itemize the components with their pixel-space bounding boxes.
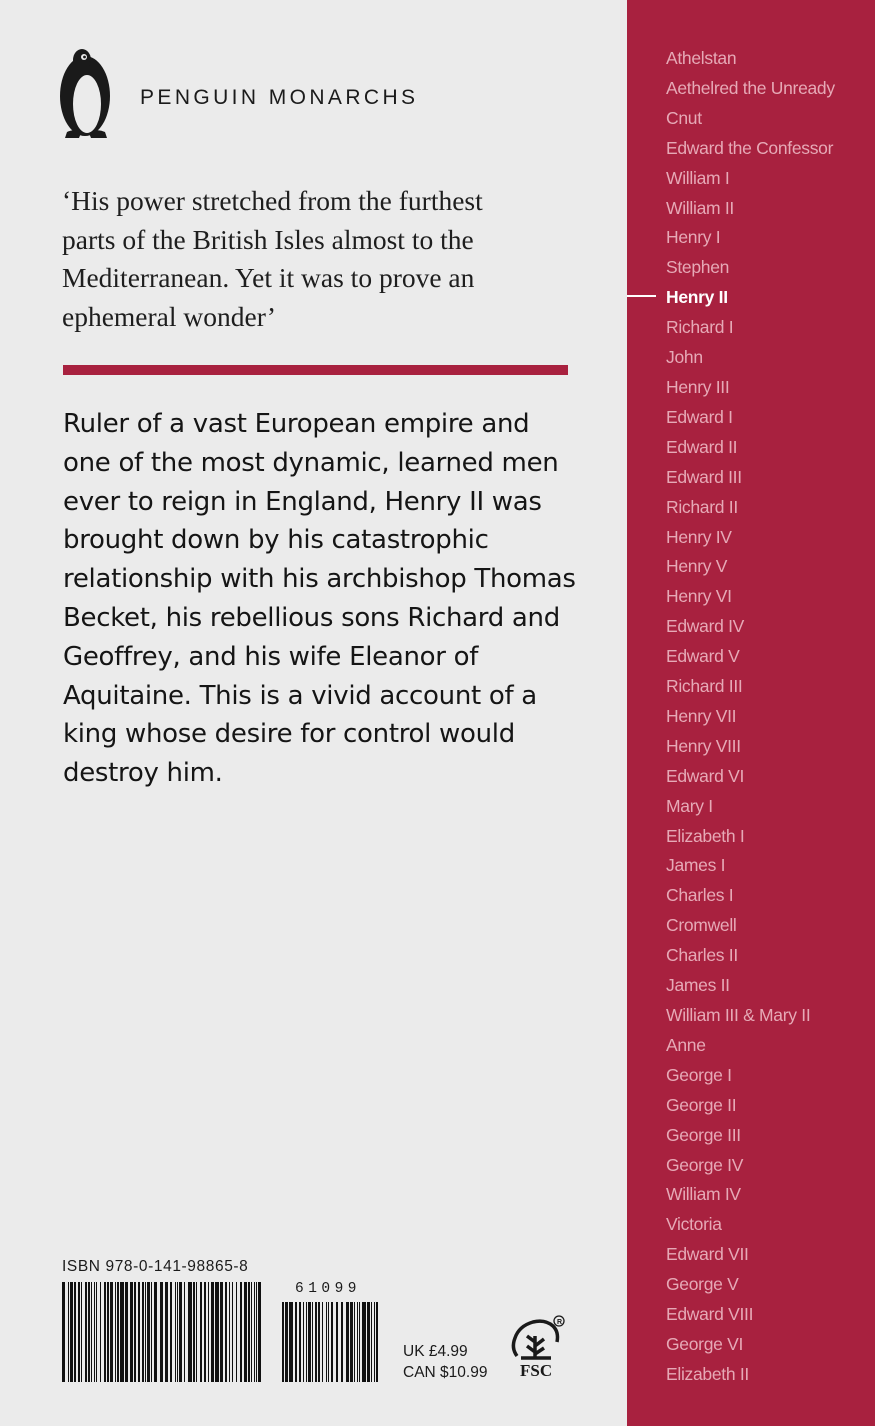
svg-text:R: R <box>557 1319 563 1326</box>
monarch-list-item: George II <box>666 1094 737 1115</box>
barcode-bar <box>367 1302 370 1382</box>
monarchs-list <box>666 44 835 1390</box>
barcode-bar <box>350 1302 353 1382</box>
barcode-bar <box>117 1282 119 1382</box>
current-monarch-marker <box>627 295 656 297</box>
blurb-line: one of the most dynamic, learned men <box>63 447 559 478</box>
monarch-list-item: Victoria <box>666 1214 722 1235</box>
barcode-bar <box>104 1282 106 1382</box>
barcode-bar <box>308 1302 311 1382</box>
monarch-list-item: Edward VIII <box>666 1304 754 1325</box>
barcode-bar <box>78 1282 80 1382</box>
monarch-list-item: Cromwell <box>666 915 737 936</box>
monarch-list-item: Henry V <box>666 556 728 577</box>
monarch-list-item: Henry III <box>666 376 730 397</box>
monarch-list-item: Edward II <box>666 436 738 457</box>
barcode-bar <box>220 1282 223 1382</box>
divider-rule <box>63 365 568 375</box>
penguin-logo-icon <box>57 44 113 142</box>
blurb-line: Geoffrey, and his wife Eleanor of <box>63 641 479 672</box>
barcode-bar <box>188 1282 192 1382</box>
monarch-list-item: Athelstan <box>666 48 737 68</box>
barcode-bar <box>81 1282 82 1382</box>
barcode-bar <box>74 1282 76 1382</box>
monarch-list-item: George I <box>666 1064 732 1085</box>
monarch-list-item: Charles II <box>666 945 738 966</box>
monarch-list-item: Henry II <box>666 287 728 308</box>
fsc-logo-icon <box>507 1312 567 1382</box>
quote-line: ‘His power stretched from the furthest <box>62 185 483 216</box>
barcode-bar <box>346 1302 349 1382</box>
barcode-bar <box>306 1302 307 1382</box>
barcode-bar <box>96 1282 97 1382</box>
barcode-bar <box>211 1282 214 1382</box>
barcode-bar <box>196 1282 197 1382</box>
blurb-line: destroy him. <box>63 758 223 789</box>
monarch-list-item: Edward V <box>666 646 740 667</box>
blurb-line: king whose desire for control would <box>63 719 515 750</box>
barcode-bar <box>229 1282 230 1382</box>
barcode-bar <box>151 1282 152 1382</box>
barcode-bar <box>142 1282 144 1382</box>
barcode-bar <box>303 1302 304 1382</box>
barcode-bar <box>68 1282 69 1382</box>
barcode-bar <box>322 1302 323 1382</box>
monarch-list-item: Richard II <box>666 496 738 517</box>
barcode-bar <box>225 1282 227 1382</box>
monarch-list-item: Charles I <box>666 885 734 906</box>
pull-quote <box>62 182 582 336</box>
barcode-bar <box>110 1282 113 1382</box>
monarch-list-item: William I <box>666 167 730 188</box>
barcode-bar <box>170 1282 172 1382</box>
barcode-bar <box>341 1302 343 1382</box>
barcode-bar <box>85 1282 87 1382</box>
barcode-bar <box>357 1302 358 1382</box>
fsc-label: FSC <box>520 1361 553 1380</box>
monarch-list-item: Cnut <box>666 107 702 128</box>
monarch-list-item: George III <box>666 1124 741 1145</box>
barcode-bar <box>175 1282 176 1382</box>
barcode-bar <box>120 1282 124 1382</box>
blurb-line: Ruler of a vast European empire and <box>63 409 530 439</box>
barcode-bar <box>115 1282 116 1382</box>
barcode-bar <box>336 1302 338 1382</box>
barcode-bar <box>318 1302 320 1382</box>
barcode-bar <box>256 1282 257 1382</box>
barcode-bar <box>232 1282 233 1382</box>
barcode-bar <box>88 1282 90 1382</box>
barcode-bar <box>244 1282 247 1382</box>
barcode-bar <box>134 1282 136 1382</box>
barcode-bar <box>331 1302 333 1382</box>
barcode-bar <box>215 1282 219 1382</box>
barcode-bar <box>299 1302 301 1382</box>
series-title: PENGUIN MONARCHS <box>140 86 419 109</box>
barcode-bar <box>282 1302 284 1382</box>
barcode-bar <box>193 1282 195 1382</box>
barcode-bar <box>125 1282 128 1382</box>
barcode-bar <box>138 1282 140 1382</box>
monarch-list-item: Henry VIII <box>666 735 741 756</box>
monarch-list-item: George IV <box>666 1154 744 1175</box>
monarch-list-item: Henry VI <box>666 586 732 607</box>
blurb-line: brought down by his catastrophic <box>63 525 489 556</box>
barcode-bar <box>326 1302 327 1382</box>
barcode-bar <box>179 1282 182 1382</box>
barcode-bar <box>371 1302 372 1382</box>
barcode-bar <box>130 1282 133 1382</box>
monarch-list-item: Mary I <box>666 795 713 816</box>
barcode-bar <box>254 1282 255 1382</box>
barcode-bar <box>70 1282 73 1382</box>
barcode-bar <box>354 1302 355 1382</box>
monarch-list-item: Stephen <box>666 257 730 278</box>
monarch-list-item: Edward III <box>666 466 742 487</box>
monarch-list-item: William IV <box>666 1184 741 1205</box>
barcode-bar <box>359 1302 360 1382</box>
price-can: CAN $10.99 <box>403 1364 488 1381</box>
barcode-bar <box>362 1302 366 1382</box>
blurb-text <box>63 405 603 793</box>
barcode-bar <box>328 1302 329 1382</box>
barcode-bar <box>240 1282 242 1382</box>
blurb-line: relationship with his archbishop Thomas <box>63 564 576 595</box>
monarch-list-item: George VI <box>666 1333 744 1354</box>
monarch-list-item: George V <box>666 1274 739 1295</box>
barcode-bar <box>107 1282 109 1382</box>
monarch-list-item: Edward IV <box>666 616 745 637</box>
barcode-addon-image <box>282 1302 380 1382</box>
monarch-list-item: Edward the Confessor <box>666 137 834 158</box>
blurb-line: Aquitaine. This is a vivid account of a <box>63 680 537 711</box>
monarch-list-item: Henry IV <box>666 526 732 547</box>
barcode-bar <box>315 1302 317 1382</box>
barcode-bar <box>177 1282 178 1382</box>
quote-line: Mediterranean. Yet it was to prove an <box>62 262 475 293</box>
monarch-list-item: Richard III <box>666 676 743 697</box>
monarch-list-item: Henry I <box>666 227 721 248</box>
barcode-bar <box>289 1302 293 1382</box>
monarch-list-item: Edward VI <box>666 765 745 786</box>
barcode-bar <box>248 1282 250 1382</box>
barcode-bar <box>251 1282 252 1382</box>
blurb-line: Becket, his rebellious sons Richard and <box>63 602 560 633</box>
barcode-bar <box>376 1302 378 1382</box>
barcode-bar <box>147 1282 150 1382</box>
monarch-list-item: Anne <box>666 1034 706 1055</box>
price-block <box>403 1341 487 1383</box>
price-uk: UK £4.99 <box>403 1343 468 1360</box>
monarch-list-item: Edward I <box>666 406 733 427</box>
quote-line: parts of the British Isles almost to the <box>62 223 474 255</box>
barcode-bar <box>94 1282 95 1382</box>
monarch-list-item: Richard I <box>666 317 734 338</box>
barcode-bar <box>154 1282 157 1382</box>
barcode-bar <box>285 1302 288 1382</box>
barcode-bar <box>236 1282 237 1382</box>
quote-line: ephemeral wonder’ <box>62 300 277 332</box>
barcode-bar <box>100 1282 101 1382</box>
barcode-bar <box>208 1282 209 1382</box>
monarch-list-item: Edward VII <box>666 1244 749 1265</box>
monarch-list-item: Henry VII <box>666 705 737 726</box>
monarch-list-item: Aethelred the Unready <box>666 77 835 98</box>
barcode-bar <box>145 1282 146 1382</box>
monarch-list-item: Elizabeth I <box>666 825 745 846</box>
monarch-list-item: William III & Mary II <box>666 1005 811 1025</box>
barcode-bar <box>204 1282 206 1382</box>
barcode-bar <box>184 1282 185 1382</box>
barcode-bar <box>374 1302 375 1382</box>
barcode-image <box>62 1282 262 1382</box>
monarch-list-item: James II <box>666 975 730 996</box>
monarch-list-item: Elizabeth II <box>666 1363 749 1384</box>
barcode-bar <box>62 1282 65 1382</box>
barcode-bar <box>91 1282 92 1382</box>
isbn-label: ISBN 978-0-141-98865-8 <box>62 1258 249 1275</box>
monarch-list-item: John <box>666 347 703 368</box>
monarch-list-item: William II <box>666 197 734 218</box>
barcode-bar <box>165 1282 168 1382</box>
barcode-bar <box>160 1282 163 1382</box>
barcode-bar <box>295 1302 297 1382</box>
monarch-list-item: James I <box>666 855 726 876</box>
barcode-bar <box>200 1282 202 1382</box>
barcode-bar <box>258 1282 261 1382</box>
blurb-line: ever to reign in England, Henry II was <box>63 486 542 517</box>
barcode-addon-digits: 61099 <box>295 1281 362 1297</box>
barcode-bar <box>312 1302 313 1382</box>
